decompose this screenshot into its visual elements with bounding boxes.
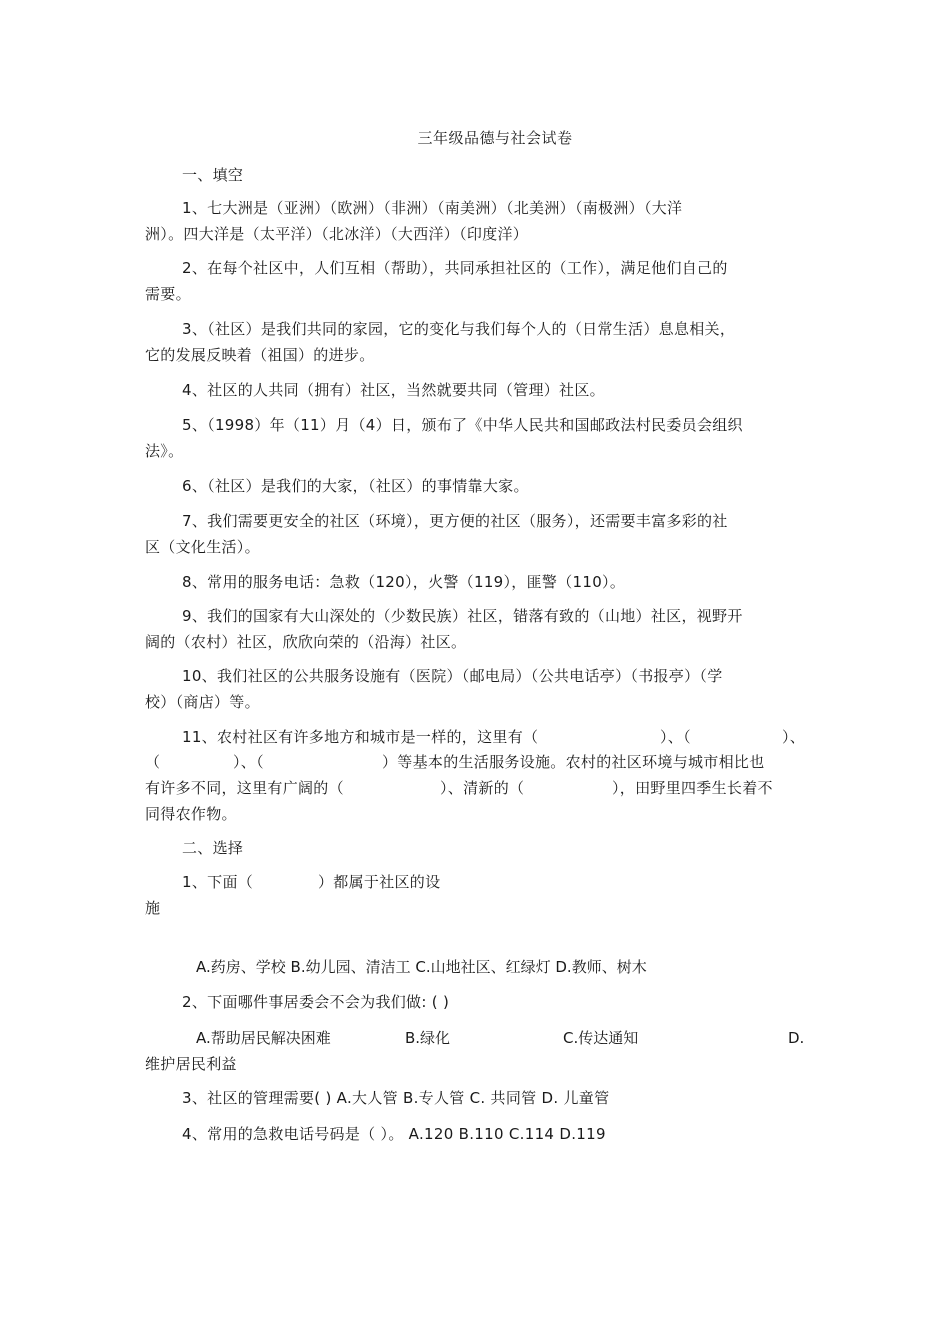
question-10-line-2: 校）（商店）等。 [145, 693, 260, 711]
choice-2-option-a: A.帮助居民解决困难 [196, 1029, 331, 1047]
question-8-line-1: 8、常用的服务电话：急救（120），火警（119），匪警（110）。 [182, 573, 626, 591]
question-1-line-1: 1、七大洲是（亚洲）（欧洲）（非洲）（南美洲）（北美洲）（南极洲）（大洋 [182, 199, 683, 217]
choice-1-line-1b: ）都属于社区的设 [318, 873, 441, 891]
question-11-line-2c: ）等基本的生活服务设施。农村的社区环境与城市相比也 [382, 753, 765, 771]
question-5-line-1: 5、（1998）年（11）月（4）日，颁布了《中华人民共和国邮政法村民委员会组织 [182, 416, 743, 434]
choice-1-line-2: 施 [145, 899, 161, 917]
question-11-line-2a: （ [145, 753, 161, 771]
question-3-line-1: 3、（社区）是我们共同的家园，它的变化与我们每个人的（日常生活）息息相关， [182, 320, 736, 338]
question-9-line-2: 阔的（农村）社区，欣欣向荣的（沿海）社区。 [145, 633, 467, 651]
question-5-line-2: 法》。 [145, 442, 184, 460]
choice-1-line-1a: 1、下面（ [182, 873, 254, 891]
choice-3-line-1: 3、社区的管理需要( ) A.大人管 B.专人管 C. 共同管 D. 儿童管 [182, 1089, 610, 1107]
choice-2-option-b: B.绿化 [405, 1029, 451, 1047]
choice-2-line-1: 2、下面哪件事居委会不会为我们做: ( ) [182, 993, 450, 1011]
question-6-line-1: 6、（社区）是我们的大家，（社区）的事情靠大家。 [182, 477, 529, 495]
page-title: 三年级品德与社会试卷 [417, 129, 573, 147]
question-2-line-2: 需要。 [145, 285, 191, 303]
question-11-line-1c: ）、 [782, 728, 806, 746]
question-11-line-1b: ）、（ [660, 728, 691, 746]
question-10-line-1: 10、我们社区的公共服务设施有（医院）（邮电局）（公共电话亭）（书报亭）（学 [182, 667, 723, 685]
choice-2-line-3: 维护居民利益 [145, 1055, 237, 1073]
choice-2-option-c: C.传达通知 [563, 1029, 639, 1047]
section-heading-choice: 二、选择 [182, 839, 244, 857]
question-11-line-1a: 11、农村社区有许多地方和城市是一样的，这里有（ [182, 728, 539, 746]
question-11-line-3c: ），田野里四季生长着不 [612, 779, 773, 797]
question-4-line-1: 4、社区的人共同（拥有）社区，当然就要共同（管理）社区。 [182, 381, 605, 399]
question-11-line-4: 同得农作物。 [145, 805, 237, 823]
question-11-line-3a: 有许多不同，这里有广阔的（ [145, 779, 344, 797]
question-1-line-2: 洲）。四大洋是（太平洋）（北冰洋）（大西洋）（印度洋） [145, 225, 529, 243]
question-9-line-1: 9、我们的国家有大山深处的（少数民族）社区，错落有致的（山地）社区，视野开 [182, 607, 743, 625]
question-2-line-1: 2、在每个社区中，人们互相（帮助），共同承担社区的（工作），满足他们自己的 [182, 259, 728, 277]
question-11-line-2b: ）、（ [233, 753, 264, 771]
choice-2-option-d: D. [788, 1029, 805, 1047]
question-3-line-2: 它的发展反映着（祖国）的进步。 [145, 346, 375, 364]
question-7-line-2: 区（文化生活）。 [145, 538, 260, 556]
choice-4-line-1: 4、常用的急救电话号码是（ ）。 A.120 B.110 C.114 D.119 [182, 1125, 606, 1143]
choice-1-options: A.药房、学校 B.幼儿园、清洁工 C.山地社区、红绿灯 D.教师、树木 [196, 958, 647, 976]
question-7-line-1: 7、我们需要更安全的社区（环境），更方便的社区（服务），还需要丰富多彩的社 [182, 512, 728, 530]
question-11-line-3b: ）、清新的（ [440, 779, 525, 797]
section-heading-fill: 一、填空 [182, 166, 244, 184]
